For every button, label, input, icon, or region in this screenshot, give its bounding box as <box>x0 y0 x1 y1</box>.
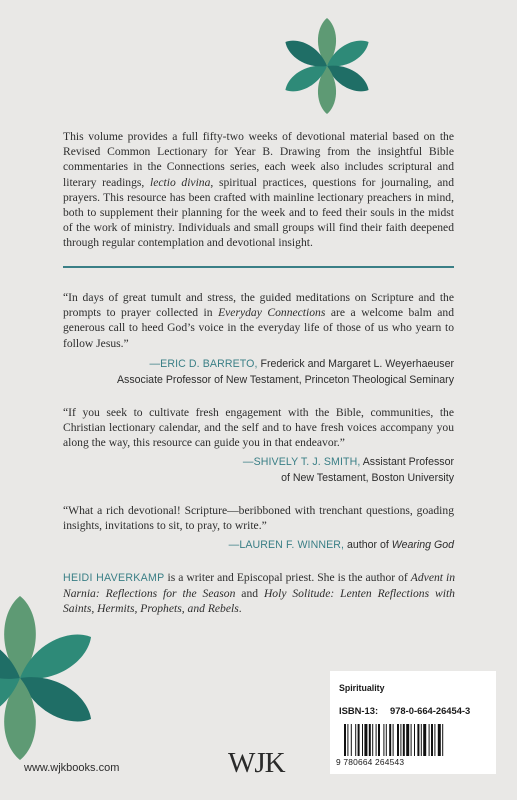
bio-text: is a writer and Episcopal priest. She is the author of <box>164 571 411 584</box>
intro-text-1: This volume provides a full fifty-two weeks of devotional material based on the Revised Common Lectionary for Year B. Drawing from the insightful Bible commentaries in the Connections series, each week also includes scriptural and literary readings, <box>63 130 454 189</box>
publisher-url: www.wjkbooks.com <box>24 762 120 774</box>
divider-rule <box>63 266 454 268</box>
flower-ornament-side-icon <box>0 588 120 768</box>
intro-paragraph <box>63 129 454 251</box>
quote-text: “What a rich devotional! Scripture—beribboned with trenchant questions, goading insights, invitations to sit, to pray, to write.” <box>63 504 454 533</box>
author-name: HEIDI HAVERKAMP <box>63 572 165 584</box>
attribution-book: Wearing God <box>391 539 454 551</box>
attribution-winner <box>229 538 454 554</box>
attribution-name: — ERIC D. BARRETO, <box>149 358 257 370</box>
bio-book-title: Advent in Narnia: Reflections for the Season <box>63 571 456 601</box>
isbn-value: 978-0-664-26454-3 <box>390 705 471 716</box>
quote-italic: Everyday Connections <box>218 306 326 320</box>
attribution-name: — LAUREN F. WINNER, <box>229 539 344 551</box>
attribution-smith <box>243 455 454 486</box>
quote-smith <box>63 405 454 451</box>
attribution-title: Assistant Professor <box>360 456 454 468</box>
quote-barreto <box>63 290 454 351</box>
quote-text: “If you seek to cultivate fresh engagement with the Bible, communities, the Christian lectionary calendar, and the self and to have fresh voices accompany you along the way, this resource can guide you in that endeavor.” <box>63 406 454 450</box>
quote-winner <box>63 503 454 533</box>
barcode-number: 9 780664 264543 <box>336 757 405 767</box>
attribution-title: of New Testament, Boston University <box>281 471 454 484</box>
publisher-logo: WJK <box>228 747 285 779</box>
quote-text: are a welcome balm and generous call to heed God’s voice in the everyday life of those of us who yearn to follow Jesus.” <box>63 306 454 350</box>
bio-book-title: Holy Solitude: Lenten Reflections with Saints, Hermits, Prophets, and Rebels <box>63 587 455 616</box>
attribution-barreto <box>117 357 454 388</box>
flower-ornament-top-icon <box>272 14 382 114</box>
isbn-label: ISBN-13: <box>339 705 379 716</box>
category-label: Spirituality <box>339 683 385 693</box>
intro-text-2: , spiritual practices, questions for journaling, and prayers. This resource has been crafted with mainline lectionary preachers in mind, both to supplement their planning for the week and to feed their souls in the midst of the work of ministry. Individuals and small groups will find their faith deepened through regular contemplation and devotional insight. <box>63 175 454 250</box>
bio-text: and <box>235 587 264 601</box>
bio-text: . <box>238 602 242 616</box>
intro-italic: lectio divina <box>149 175 211 189</box>
attribution-title: Frederick and Margaret L. Weyerhaeuser <box>257 358 454 370</box>
author-bio <box>63 570 455 617</box>
attribution-title: author of <box>344 539 392 551</box>
attribution-name: — SHIVELY T. J. SMITH, <box>243 456 361 468</box>
attribution-title: Associate Professor of New Testament, Princeton Theological Seminary <box>116 373 454 386</box>
barcode-box <box>330 671 496 774</box>
quote-text: “In days of great tumult and stress, the guided meditations on Scripture and the prompts to prayer collected in <box>63 291 454 320</box>
barcode-icon <box>344 724 484 756</box>
